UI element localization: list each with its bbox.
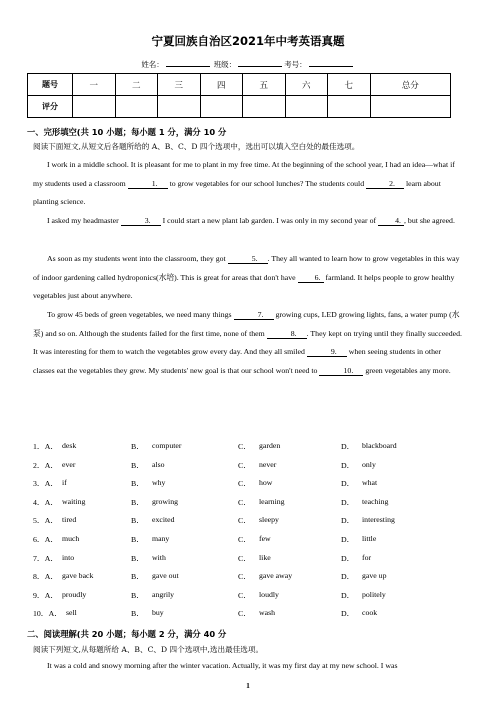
page-number: 1 <box>246 681 250 690</box>
option-b: with <box>152 552 166 562</box>
option-letter: D． <box>341 534 355 544</box>
option-letter: B． <box>131 590 144 600</box>
option-letter: C． <box>238 534 251 544</box>
option-letter: D． <box>341 497 355 507</box>
question-number: 4．A． <box>33 497 59 507</box>
passage-text: green vegetables any more. <box>365 366 451 376</box>
option-b: also <box>152 459 165 469</box>
option-letter: D． <box>341 516 355 526</box>
score-cell <box>73 96 116 118</box>
score-cell <box>200 96 243 118</box>
option-d: what <box>362 478 378 488</box>
option-a: gave back <box>62 571 94 581</box>
option-letter: D． <box>341 553 355 563</box>
score-header-cell: 五 <box>243 74 286 96</box>
question-number: 8．A． <box>33 572 59 582</box>
score-header-cell: 七 <box>328 74 371 96</box>
option-letter: C． <box>238 553 251 563</box>
option-d: interesting <box>362 515 395 525</box>
option-c: never <box>259 459 277 469</box>
option-letter: B． <box>131 534 144 544</box>
option-d: for <box>362 552 372 562</box>
option-row <box>33 495 453 514</box>
score-header-row <box>28 74 451 96</box>
option-letter: B． <box>131 609 144 619</box>
option-b: excited <box>152 515 175 525</box>
option-d: blackboard <box>362 441 397 450</box>
section2-instruction: 阅读下列短文,从每题所给 A、B、C、D 四个选项中,选出最佳选项。 <box>33 645 264 654</box>
option-row <box>33 458 453 477</box>
option-row <box>33 439 453 458</box>
option-b: many <box>152 533 170 543</box>
score-cell <box>370 96 451 118</box>
passage-text: farmland. It helps people to grow healthy vegetables just about anywhere. <box>33 272 455 301</box>
section2-heading: 二、阅读理解(共 20 小题；每小题 2 分，满分 40 分 <box>27 629 227 639</box>
number-blank <box>309 58 353 67</box>
option-a: proudly <box>62 589 87 599</box>
option-a: ever <box>62 459 76 469</box>
option-letter: C． <box>238 460 251 470</box>
option-d: teaching <box>362 496 389 506</box>
passage-paragraph <box>33 250 463 306</box>
passage-text: I asked my headmaster <box>47 216 119 225</box>
option-a: waiting <box>62 496 86 506</box>
passage-text: growing cups, LED growing lights, fans, a water pump (水泵) and so on. Although the students failed for the first time, none of them <box>33 310 460 338</box>
option-row <box>33 551 453 570</box>
passage-text: . They all wanted to learn how to grow vegetables in this way of indoor gardening called hydroponics(水培). This is great for areas that don't have <box>33 254 460 282</box>
option-c: few <box>259 533 271 543</box>
blank-2: 2. <box>366 179 404 189</box>
section1-instruction: 阅读下面短文,从短文后各题所给的 A、B、C、D 四个选项中，选出可以填入空白处的最佳选项。 <box>33 142 360 151</box>
option-c: learning <box>259 496 285 506</box>
option-row <box>33 588 453 607</box>
option-letter: C． <box>238 497 251 507</box>
question-number: 3．A． <box>33 479 59 489</box>
option-a: into <box>62 552 75 562</box>
option-b: buy <box>152 608 164 618</box>
question-number: 9．A． <box>33 590 59 600</box>
class-blank <box>238 58 282 67</box>
passage-paragraph <box>33 212 463 231</box>
question-number: 10．A． <box>33 609 63 619</box>
option-b: computer <box>152 441 182 450</box>
option-d: only <box>362 459 376 469</box>
option-c: garden <box>259 441 281 450</box>
option-c: gave away <box>259 571 293 581</box>
option-b: gave out <box>152 571 179 581</box>
passage-text: I could start a new plant lab garden. I was only in my second year of <box>162 216 377 225</box>
option-c: how <box>259 478 273 488</box>
passage-text: To grow 45 beds of green vegetables, we need many things <box>47 310 232 319</box>
name-label: 姓名： <box>141 60 164 69</box>
option-row <box>33 476 453 495</box>
page-title: 宁夏回族自治区2021年中考英语真题 <box>151 34 345 48</box>
option-row <box>33 513 453 532</box>
passage-paragraph: It was a cold and snowy morning after the winter vacation. Actually, it was my first day at my new school. I was <box>47 661 398 670</box>
passage-text: when seeing students in other classes eat the vegetables they grew. My students' new goal is that our school won't need to <box>33 347 442 376</box>
blank-7: 7. <box>234 310 274 320</box>
option-letter: C． <box>238 590 251 600</box>
option-letter: C． <box>238 442 251 451</box>
score-header-cell: 四 <box>200 74 243 96</box>
option-letter: B． <box>131 479 144 489</box>
option-letter: D． <box>341 479 355 489</box>
option-d: little <box>362 533 377 543</box>
options-list <box>33 439 453 625</box>
score-cell <box>285 96 328 118</box>
score-value-row <box>28 96 451 118</box>
score-table <box>27 73 451 118</box>
student-info-line <box>0 58 496 70</box>
passage-text: As soon as my students went into the classroom, they got <box>47 254 226 263</box>
option-letter: B． <box>131 572 144 582</box>
option-d: politely <box>362 589 386 599</box>
passage-text: to grow vegetables for our school lunches? The students could <box>169 178 365 188</box>
option-letter: D． <box>341 442 355 451</box>
blank-9: 9. <box>307 347 347 357</box>
option-letter: D． <box>341 609 355 619</box>
score-header-cell: 总分 <box>370 74 451 96</box>
option-letter: D． <box>341 460 355 470</box>
option-letter: B． <box>131 442 144 451</box>
score-header-cell: 二 <box>115 74 158 96</box>
score-header-cell: 一 <box>73 74 116 96</box>
option-c: wash <box>259 608 276 618</box>
blank-5: 5. <box>228 254 268 264</box>
passage-text: learn about planting science. <box>33 178 441 207</box>
question-number: 2．A． <box>33 460 59 470</box>
option-letter: D． <box>341 590 355 600</box>
passage-text: , but she agreed. <box>404 216 455 225</box>
passage-text: I work in a middle school. It is pleasant for me to plant in my free time. At the beginning of the school year, I had an idea—what if my students used a classroom <box>33 160 455 188</box>
option-row <box>33 606 453 625</box>
class-label: 班级： <box>213 60 237 69</box>
option-row <box>33 569 453 588</box>
option-b: angrily <box>152 589 175 599</box>
option-a: much <box>62 533 80 543</box>
option-a: tired <box>62 515 77 525</box>
option-b: growing <box>152 496 178 506</box>
option-b: why <box>152 478 166 488</box>
option-d: cook <box>362 608 378 618</box>
option-letter: C． <box>238 516 251 526</box>
option-letter: B． <box>131 553 144 563</box>
option-c: loudly <box>259 589 279 599</box>
score-cell <box>328 96 371 118</box>
option-letter: B． <box>131 497 144 507</box>
question-number: 1．A． <box>33 442 59 451</box>
blank-4: 4. <box>378 216 404 226</box>
question-number: 7．A． <box>33 553 59 563</box>
blank-8: 8. <box>267 329 307 339</box>
option-c: sleepy <box>259 515 279 525</box>
score-cell <box>243 96 286 118</box>
name-blank <box>166 58 210 67</box>
blank-10: 10. <box>319 366 363 376</box>
option-d: gave up <box>362 571 387 581</box>
score-row-label: 评分 <box>28 96 73 118</box>
passage-paragraph <box>33 156 463 212</box>
blank-6: 6. <box>298 273 324 283</box>
option-letter: C． <box>238 572 251 582</box>
score-header-cell: 三 <box>158 74 201 96</box>
option-letter: D． <box>341 572 355 582</box>
option-a: if <box>62 478 67 488</box>
option-a: desk <box>62 441 77 450</box>
number-label: 考号： <box>284 60 307 69</box>
score-header-cell: 六 <box>285 74 328 96</box>
passage-text: . They kept on trying until they finally succeeded. It was interesting for them to watch the vegetables grow every day. And they all smiled <box>33 328 462 357</box>
option-letter: C． <box>238 609 251 619</box>
option-letter: C． <box>238 479 251 489</box>
blank-3: 3. <box>121 216 161 226</box>
question-number: 5．A． <box>33 516 59 526</box>
option-a: sell <box>66 608 77 618</box>
score-cell <box>115 96 158 118</box>
option-letter: B． <box>131 516 144 526</box>
option-row <box>33 532 453 551</box>
blank-1: 1. <box>128 179 168 189</box>
passage-paragraph <box>33 306 463 381</box>
section1-heading: 一、完形填空(共 10 小题；每小题 1 分，满分 10 分 <box>27 127 227 137</box>
question-number: 6．A． <box>33 534 59 544</box>
option-c: like <box>259 552 271 562</box>
score-header-cell: 题号 <box>28 74 73 96</box>
option-letter: B． <box>131 460 144 470</box>
score-cell <box>158 96 201 118</box>
